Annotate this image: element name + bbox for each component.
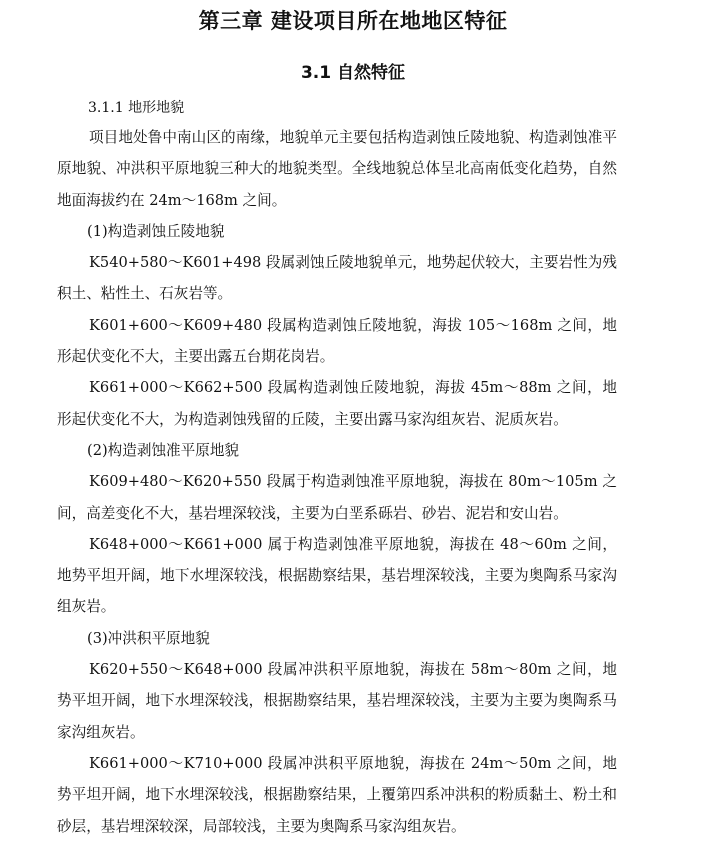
- paragraph: K540+580～K601+498 段属剥蚀丘陵地貌单元，地势起伏较大，主要岩性为残积土、粘性土、石灰岩等。: [57, 254, 617, 303]
- list-heading-hill-landform: (1)构造剥蚀丘陵地貌: [87, 222, 225, 240]
- section-title: 3.1 自然特征: [300, 63, 406, 83]
- paragraph: K648+000～K661+000 属于构造剥蚀准平原地貌，海拔在 48～60m 之间，地势平坦开阔，地下水埋深较浅，根据勘察结果，基岩埋深较浅，主要为奥陶系马家沟组灰岩。: [57, 535, 617, 616]
- chapter-title: 第三章 建设项目所在地地区特征: [198, 9, 508, 33]
- list-heading-peneplain-landform: (2)构造剥蚀准平原地貌: [87, 441, 240, 459]
- body-text: [57, 122, 617, 842]
- subsection-title: 3.1.1 地形地貌: [88, 100, 185, 116]
- paragraph-intro: 项目地处鲁中南山区的南缘，地貌单元主要包括构造剥蚀丘陵地貌、构造剥蚀准平原地貌、冲洪积平原地貌三种大的地貌类型。全线地貌总体呈北高南低变化趋势，自然地面海拔约在 24m～168m 之间。: [57, 129, 617, 209]
- paragraph: K620+550～K648+000 段属冲洪积平原地貌，海拔在 58m～80m 之间，地势平坦开阔，地下水埋深较浅，根据勘察结果，基岩埋深较浅，主要为主要为奥陶系马家沟组灰岩。: [57, 661, 617, 741]
- paragraph: K609+480～K620+550 段属于构造剥蚀准平原地貌，海拔在 80m～105m 之间，高差变化不大，基岩埋深较浅，主要为白垩系砾岩、砂岩、泥岩和安山岩。: [57, 473, 617, 522]
- list-heading-alluvial-plain-landform: (3)冲洪积平原地貌: [87, 629, 210, 647]
- paragraph: K661+000～K710+000 段属冲洪积平原地貌，海拔在 24m～50m 之间，地势平坦开阔，地下水埋深较浅，根据勘察结果，上覆第四系冲洪积的粉质黏土、粉土和砂层，基岩埋深较深，局部较浅，主要为奥陶系马家沟组灰岩。: [57, 754, 617, 835]
- paragraph: K601+600～K609+480 段属构造剥蚀丘陵地貌，海拔 105～168m 之间，地形起伏变化不大，主要出露五台期花岗岩。: [57, 316, 617, 366]
- paragraph: K661+000～K662+500 段属构造剥蚀丘陵地貌，海拔 45m～88m 之间，地形起伏变化不大，为构造剥蚀残留的丘陵，主要出露马家沟组灰岩、泥质灰岩。: [57, 379, 617, 428]
